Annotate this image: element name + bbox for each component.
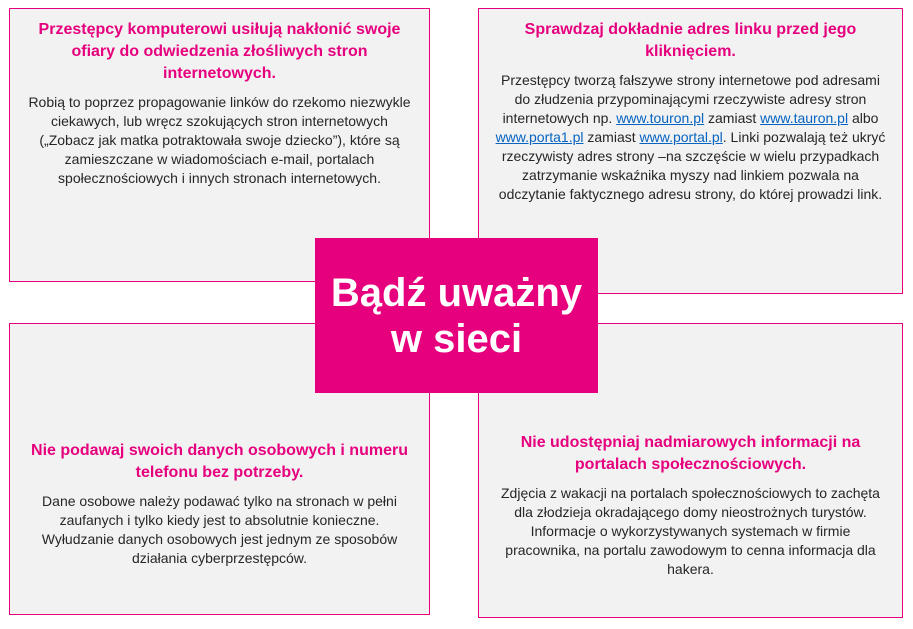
tip-title: Nie udostępniaj nadmiarowych informacji na portalach społecznościowych. (520, 434, 861, 473)
center-heading-line-2: w sieci (390, 316, 523, 361)
tip-body: Dane osobowe należy podawać tylko na stronach w pełni zaufanych i tylko kiedy jest to absolutnie konieczne. Wyłudzanie danych osobowych jest jednym ze sposobów działania cyberprzestępców. (41, 493, 398, 566)
tip-title: Przestępcy komputerowi usiłują nakłonić swoje ofiary do odwiedzenia złośliwych stron internetowych. (38, 21, 401, 82)
example-link-touron[interactable]: www.touron.pl (616, 110, 705, 126)
tip-body-text: zamiast (583, 129, 640, 145)
tip-title: Nie podawaj swoich danych osobowych i numeru telefonu bez potrzeby. (31, 442, 408, 481)
tip-body: Robią to poprzez propagowanie linków do rzekomo niezwykle ciekawych, lub wręcz szokujących stron internetowych („Zobacz jak matka potraktowała swoje dziecko”), które są zamieszczane w wiadomościach e-mail, portalach społecznościowych i innych stronach internetowych. (28, 94, 411, 186)
center-heading-box (315, 238, 598, 393)
example-link-tauron[interactable]: www.tauron.pl (760, 110, 849, 126)
tip-body-text: albo (848, 110, 879, 126)
example-link-porta1[interactable]: www.porta1.pl (495, 129, 584, 145)
center-heading-line-1: Bądź uważny (330, 270, 583, 315)
tip-title: Sprawdzaj dokładnie adres linku przed jego kliknięciem. (524, 21, 857, 60)
tip-body-text: . Linki pozwalają też ukryć rzeczywisty adres strony –na szczęście w wielu przypadkach zatrzymanie wskaźnika myszy nad linkiem pozwala na odczytanie faktycznego adresu strony, do której prowadzi link. (498, 129, 886, 202)
example-link-portal[interactable]: www.portal.pl (639, 129, 723, 145)
tip-body (495, 71, 886, 204)
tip-body: Zdjęcia z wakacji na portalach społecznościowych to zachęta dla złodzieja okradającego domy nieostrożnych turystów. Informacje o wykorzystywanych systemach w firmie pracownika, na portalu zawodowym to cenna informacja dla hakera. (501, 485, 880, 577)
tip-body-text: zamiast (704, 110, 761, 126)
tip-body-text: Przestępcy tworzą fałszywe strony internetowe pod adresami do złudzenia przypominającymi rzeczywiste adresy stron internetowych np. (501, 72, 880, 126)
